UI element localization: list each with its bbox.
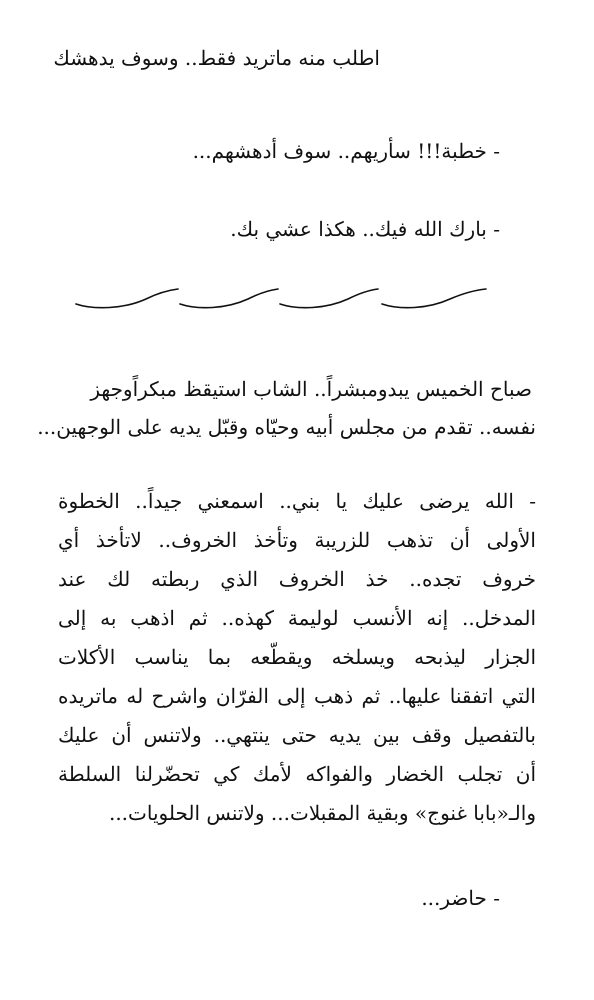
- paragraph-line: خروف تجده.. خذ الخروف الذي ربطته لك عند: [58, 567, 536, 591]
- paragraph-line: - الله يرضى عليك يا بني.. اسمعني جيداً.. الخطوة: [58, 489, 536, 513]
- reply-line: - حاضر...: [421, 886, 500, 910]
- paragraph-line: المدخل.. إنه الأنسب لوليمة كهذه.. ثم اذهب به إلى: [58, 606, 536, 630]
- paragraph-line: والـ«بابا غنوج» وبقية المقبلات... ولاتنس الحلويات...: [108, 801, 536, 825]
- dialogue-line-speech: - خطبة!!! سأريهم.. سوف أدهشهم...: [192, 139, 500, 163]
- paragraph-line: بالتفصيل وقف بين يديه حتى ينتهي.. ولاتنس أن عليك: [58, 723, 536, 747]
- paragraph-line: صباح الخميس يبدومبشراً.. الشاب استيقظ مبكراًوجهز: [90, 377, 532, 401]
- paragraph-line: نفسه.. تقدم من مجلس أبيه وحيّاه وقبّل يديه على الوجهين...: [37, 415, 536, 439]
- dialogue-line-blessing: - بارك الله فيك.. هكذا عشي بك.: [230, 217, 500, 241]
- paragraph-line: الأولى أن تذهب للزريبة وتأخذ الخروف.. لاتأخذ أي: [58, 528, 536, 552]
- paragraph-line: التي اتفقنا عليها.. ثم ذهب إلى الفرّان واشرح له ماتريده: [58, 684, 536, 708]
- paragraph-line: أن تجلب الخضار والفواكه لأمك كي تحضّرلنا السلطة: [58, 762, 536, 786]
- wavy-swash-divider-icon: [74, 284, 488, 314]
- intro-line: اطلب منه ماتريد فقط.. وسوف يدهشك: [53, 46, 380, 70]
- paragraph-line: الجزار ليذبحه ويسلخه ويقطّعه بما يناسب الأكلات: [58, 645, 536, 669]
